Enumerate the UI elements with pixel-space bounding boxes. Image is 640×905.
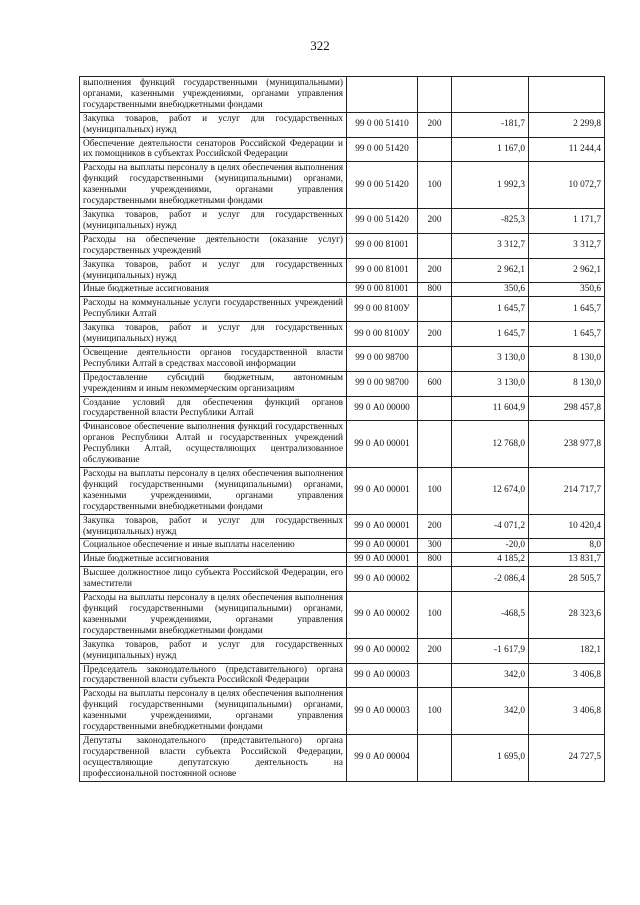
table-row xyxy=(80,137,605,162)
row-code-cell: 99 0 00 98700 xyxy=(347,346,418,371)
row-expense-type-cell: 300 xyxy=(418,539,452,553)
row-total-amount-cell: 13 831,7 xyxy=(529,553,605,567)
row-expense-type-cell: 100 xyxy=(418,468,452,515)
budget-table xyxy=(79,76,605,782)
row-expense-type-cell xyxy=(418,734,452,781)
row-name-cell: Высшее должностное лицо субъекта Российской Федерации, его заместители xyxy=(80,567,347,592)
row-total-amount-cell: 182,1 xyxy=(529,638,605,663)
row-total-amount-cell: 10 420,4 xyxy=(529,514,605,539)
table-row xyxy=(80,346,605,371)
row-total-amount-cell: 28 505,7 xyxy=(529,567,605,592)
table-row xyxy=(80,371,605,396)
row-change-amount-cell: 2 962,1 xyxy=(452,258,529,283)
row-name-cell: Расходы на выплаты персоналу в целях обеспечения выполнения функций государственными (муниципальными) органами, казенными учреждениями, органами управления государственными внебюджетными фондами xyxy=(80,688,347,735)
row-code-cell: 99 0 А0 00002 xyxy=(347,592,418,639)
row-name-cell: Закупка товаров, работ и услуг для государственных (муниципальных) нужд xyxy=(80,638,347,663)
row-total-amount-cell: 238 977,8 xyxy=(529,421,605,468)
row-total-amount-cell: 350,6 xyxy=(529,283,605,297)
row-change-amount-cell: 342,0 xyxy=(452,663,529,688)
table-row xyxy=(80,322,605,347)
row-expense-type-cell: 800 xyxy=(418,283,452,297)
row-expense-type-cell: 800 xyxy=(418,553,452,567)
row-change-amount-cell: 1 167,0 xyxy=(452,137,529,162)
row-change-amount-cell: 12 674,0 xyxy=(452,468,529,515)
row-total-amount-cell: 11 244,4 xyxy=(529,137,605,162)
row-change-amount-cell: 350,6 xyxy=(452,283,529,297)
row-change-amount-cell: -20,0 xyxy=(452,539,529,553)
row-code-cell: 99 0 А0 00001 xyxy=(347,553,418,567)
page-number: 322 xyxy=(310,38,330,53)
row-code-cell: 99 0 А0 00002 xyxy=(347,567,418,592)
row-total-amount-cell: 2 962,1 xyxy=(529,258,605,283)
table-row xyxy=(80,663,605,688)
row-name-cell: Закупка товаров, работ и услуг для государственных (муниципальных) нужд xyxy=(80,514,347,539)
table-row xyxy=(80,421,605,468)
table-row xyxy=(80,734,605,781)
row-expense-type-cell xyxy=(418,233,452,258)
row-name-cell: Закупка товаров, работ и услуг для государственных (муниципальных) нужд xyxy=(80,322,347,347)
row-code-cell: 99 0 00 51420 xyxy=(347,137,418,162)
row-expense-type-cell: 100 xyxy=(418,592,452,639)
row-total-amount-cell: 8 130,0 xyxy=(529,346,605,371)
row-code-cell: 99 0 00 81001 xyxy=(347,283,418,297)
row-change-amount-cell: 1 645,7 xyxy=(452,297,529,322)
row-total-amount-cell: 3 406,8 xyxy=(529,663,605,688)
row-expense-type-cell: 200 xyxy=(418,208,452,233)
row-name-cell: Закупка товаров, работ и услуг для государственных (муниципальных) нужд xyxy=(80,208,347,233)
table-row xyxy=(80,208,605,233)
row-total-amount-cell: 214 717,7 xyxy=(529,468,605,515)
row-change-amount-cell: 1 992,3 xyxy=(452,162,529,209)
table-row xyxy=(80,539,605,553)
row-name-cell: Социальное обеспечение и иные выплаты населению xyxy=(80,539,347,553)
table-row xyxy=(80,567,605,592)
row-code-cell: 99 0 А0 00001 xyxy=(347,539,418,553)
row-total-amount-cell xyxy=(529,77,605,113)
row-expense-type-cell: 200 xyxy=(418,638,452,663)
table-row xyxy=(80,233,605,258)
row-total-amount-cell: 3 406,8 xyxy=(529,688,605,735)
row-change-amount-cell: 3 130,0 xyxy=(452,346,529,371)
row-code-cell xyxy=(347,77,418,113)
row-total-amount-cell: 298 457,8 xyxy=(529,396,605,421)
row-name-cell: Закупка товаров, работ и услуг для государственных (муниципальных) нужд xyxy=(80,258,347,283)
row-code-cell: 99 0 А0 00001 xyxy=(347,514,418,539)
row-code-cell: 99 0 А0 00004 xyxy=(347,734,418,781)
row-code-cell: 99 0 00 51410 xyxy=(347,112,418,137)
row-code-cell: 99 0 00 8100У xyxy=(347,322,418,347)
row-change-amount-cell: 12 768,0 xyxy=(452,421,529,468)
row-total-amount-cell: 1 645,7 xyxy=(529,297,605,322)
row-code-cell: 99 0 00 51420 xyxy=(347,162,418,209)
row-expense-type-cell xyxy=(418,346,452,371)
row-name-cell: Расходы на коммунальные услуги государственных учреждений Республики Алтай xyxy=(80,297,347,322)
row-total-amount-cell: 2 299,8 xyxy=(529,112,605,137)
row-expense-type-cell: 100 xyxy=(418,162,452,209)
row-code-cell: 99 0 00 98700 xyxy=(347,371,418,396)
row-name-cell: Освещение деятельности органов государственной власти Республики Алтай в средствах массовой информации xyxy=(80,346,347,371)
row-name-cell: Расходы на выплаты персоналу в целях обеспечения выполнения функций государственными (муниципальными) органами, казенными учреждениями, органами управления государственными внебюджетными фондами xyxy=(80,468,347,515)
table-row xyxy=(80,688,605,735)
table-row xyxy=(80,468,605,515)
row-expense-type-cell xyxy=(418,396,452,421)
table-row xyxy=(80,396,605,421)
row-expense-type-cell xyxy=(418,137,452,162)
row-code-cell: 99 0 00 81001 xyxy=(347,258,418,283)
row-change-amount-cell: -4 071,2 xyxy=(452,514,529,539)
row-total-amount-cell: 24 727,5 xyxy=(529,734,605,781)
row-expense-type-cell: 200 xyxy=(418,112,452,137)
table-row xyxy=(80,592,605,639)
row-change-amount-cell: 3 130,0 xyxy=(452,371,529,396)
row-expense-type-cell: 100 xyxy=(418,688,452,735)
row-expense-type-cell xyxy=(418,567,452,592)
row-expense-type-cell: 600 xyxy=(418,371,452,396)
row-code-cell: 99 0 00 8100У xyxy=(347,297,418,322)
row-total-amount-cell: 3 312,7 xyxy=(529,233,605,258)
table-row xyxy=(80,162,605,209)
row-expense-type-cell: 200 xyxy=(418,258,452,283)
row-expense-type-cell: 200 xyxy=(418,514,452,539)
row-expense-type-cell xyxy=(418,297,452,322)
row-change-amount-cell: 1 645,7 xyxy=(452,322,529,347)
row-expense-type-cell xyxy=(418,77,452,113)
row-code-cell: 99 0 А0 00000 xyxy=(347,396,418,421)
row-name-cell: Депутаты законодательного (представительного) органа государственной власти субъекта Российской Федерации, осуществляющие депутатскую деятельность на профессиональной постоянной основе xyxy=(80,734,347,781)
table-row xyxy=(80,297,605,322)
row-name-cell: Расходы на выплаты персоналу в целях обеспечения выполнения функций государственными (муниципальными) органами, казенными учреждениями, органами управления государственными внебюджетными фондами xyxy=(80,162,347,209)
row-expense-type-cell xyxy=(418,663,452,688)
row-name-cell: Обеспечение деятельности сенаторов Российской Федерации и их помощников в субъектах Российской Федерации xyxy=(80,137,347,162)
table-row xyxy=(80,283,605,297)
row-total-amount-cell: 10 072,7 xyxy=(529,162,605,209)
row-name-cell: Председатель законодательного (представительного) органа государственной власти субъекта Российской Федерации xyxy=(80,663,347,688)
row-change-amount-cell: 4 185,2 xyxy=(452,553,529,567)
row-total-amount-cell: 8 130,0 xyxy=(529,371,605,396)
row-total-amount-cell: 1 171,7 xyxy=(529,208,605,233)
row-code-cell: 99 0 А0 00003 xyxy=(347,688,418,735)
row-code-cell: 99 0 А0 00002 xyxy=(347,638,418,663)
row-name-cell: Расходы на выплаты персоналу в целях обеспечения выполнения функций государственными (муниципальными) органами, казенными учреждениями, органами управления государственными внебюджетными фондами xyxy=(80,592,347,639)
row-change-amount-cell: -825,3 xyxy=(452,208,529,233)
row-expense-type-cell: 200 xyxy=(418,322,452,347)
table-row xyxy=(80,514,605,539)
row-change-amount-cell: 1 695,0 xyxy=(452,734,529,781)
table-row xyxy=(80,638,605,663)
table-row xyxy=(80,112,605,137)
row-code-cell: 99 0 А0 00001 xyxy=(347,421,418,468)
row-total-amount-cell: 8,0 xyxy=(529,539,605,553)
row-name-cell: Финансовое обеспечение выполнения функций государственных органов Республики Алтай и государственных учреждений Республики Алтай, осуществляющих централизованное обслуживание xyxy=(80,421,347,468)
table-row xyxy=(80,77,605,113)
row-change-amount-cell: -1 617,9 xyxy=(452,638,529,663)
budget-table-body xyxy=(80,77,605,782)
table-row xyxy=(80,258,605,283)
row-total-amount-cell: 28 323,6 xyxy=(529,592,605,639)
row-change-amount-cell: 342,0 xyxy=(452,688,529,735)
row-code-cell: 99 0 00 51420 xyxy=(347,208,418,233)
row-change-amount-cell: 11 604,9 xyxy=(452,396,529,421)
row-total-amount-cell: 1 645,7 xyxy=(529,322,605,347)
row-name-cell: Иные бюджетные ассигнования xyxy=(80,553,347,567)
row-name-cell: Расходы на обеспечение деятельности (оказание услуг) государственных учреждений xyxy=(80,233,347,258)
row-change-amount-cell: 3 312,7 xyxy=(452,233,529,258)
row-expense-type-cell xyxy=(418,421,452,468)
row-change-amount-cell: -181,7 xyxy=(452,112,529,137)
row-name-cell: Закупка товаров, работ и услуг для государственных (муниципальных) нужд xyxy=(80,112,347,137)
table-row xyxy=(80,553,605,567)
row-code-cell: 99 0 А0 00001 xyxy=(347,468,418,515)
row-change-amount-cell: -2 086,4 xyxy=(452,567,529,592)
row-name-cell: Иные бюджетные ассигнования xyxy=(80,283,347,297)
row-change-amount-cell: -468,5 xyxy=(452,592,529,639)
row-name-cell: Предоставление субсидий бюджетным, автономным учреждениям и иным некоммерческим организациям xyxy=(80,371,347,396)
row-name-cell: Создание условий для обеспечения функций органов государственной власти Республики Алтай xyxy=(80,396,347,421)
row-code-cell: 99 0 А0 00003 xyxy=(347,663,418,688)
row-code-cell: 99 0 00 81001 xyxy=(347,233,418,258)
row-name-cell: выполнения функций государственными (муниципальными) органами, казенными учреждениями, органами управления государственными внебюджетными фондами xyxy=(80,77,347,113)
row-change-amount-cell xyxy=(452,77,529,113)
